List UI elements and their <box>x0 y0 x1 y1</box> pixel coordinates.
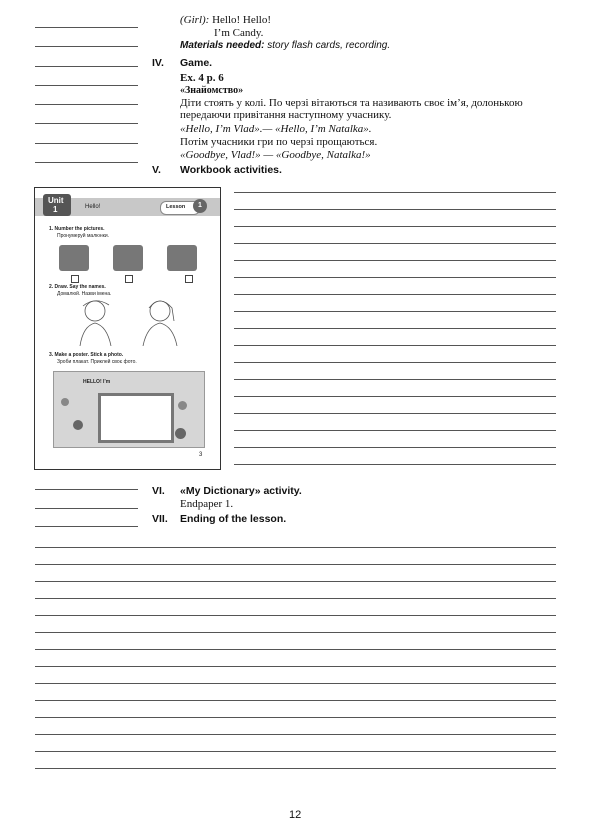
writing-line[interactable] <box>35 649 556 650</box>
task1-en: 1. Number the pictures. <box>49 226 105 232</box>
section-number-v: V. <box>152 164 161 176</box>
children-sketch <box>75 296 195 346</box>
margin-note-line[interactable] <box>35 526 138 527</box>
poster-text: HELLO! I’m <box>83 379 111 385</box>
section-title-workbook: Workbook activities. <box>180 164 282 176</box>
writing-line[interactable] <box>234 226 556 227</box>
materials-line <box>180 40 390 52</box>
picture-1 <box>59 245 89 271</box>
number-box-1[interactable] <box>71 275 79 283</box>
task3-en: 3. Make a poster. Stick a photo. <box>49 352 124 358</box>
writing-line[interactable] <box>234 430 556 431</box>
task3-ua: Зроби плакат. Приклей своє фото. <box>57 359 137 365</box>
workbook-title: Hello! <box>85 204 101 210</box>
writing-line[interactable] <box>234 328 556 329</box>
workbook-page-image <box>34 187 221 470</box>
writing-line[interactable] <box>234 396 556 397</box>
task2-ua: Домалюй. Назви імена. <box>57 291 112 297</box>
game-desc-3: Потім учасники гри по черзі прощаються. <box>180 136 378 148</box>
writing-line[interactable] <box>234 260 556 261</box>
section-title-ending: Ending of the lesson. <box>180 513 287 525</box>
section-title-game: Game. <box>180 57 213 69</box>
game-desc-1: Діти стоять у колі. По черзі вітаються та називають своє ім’я, долонькою <box>180 97 523 109</box>
writing-line[interactable] <box>35 598 556 599</box>
margin-note-line[interactable] <box>35 85 138 86</box>
game-example-1: «Hello, I’m Vlad».— «Hello, I’m Natalka». <box>180 123 372 135</box>
writing-line[interactable] <box>234 447 556 448</box>
game-example-2: «Goodbye, Vlad!» — «Goodbye, Natalka!» <box>180 149 371 161</box>
exercise-ref: Ex. 4 p. 6 <box>180 72 224 84</box>
writing-line[interactable] <box>234 209 556 210</box>
writing-line[interactable] <box>234 413 556 414</box>
writing-line[interactable] <box>35 700 556 701</box>
writing-line[interactable] <box>35 615 556 616</box>
task1-ua: Пронумеруй малюнки. <box>57 233 110 239</box>
writing-line[interactable] <box>35 768 556 769</box>
picture-2 <box>113 245 143 271</box>
section-number-vi: VI. <box>152 485 165 497</box>
game-name: «Знайомство» <box>180 85 244 96</box>
writing-line[interactable] <box>35 666 556 667</box>
photo-frame <box>98 393 174 443</box>
section-title-dictionary: «My Dictionary» activity. <box>180 485 302 497</box>
poster-dot <box>178 401 187 410</box>
margin-note-line[interactable] <box>35 123 138 124</box>
task2-en: 2. Draw. Say the names. <box>49 284 106 290</box>
unit-label: Unit <box>48 196 64 205</box>
page-number: 12 <box>289 809 302 821</box>
writing-line[interactable] <box>234 294 556 295</box>
poster-dot <box>175 428 186 439</box>
writing-line[interactable] <box>35 564 556 565</box>
writing-line[interactable] <box>234 362 556 363</box>
lesson-label: Lesson <box>166 204 186 210</box>
margin-note-line[interactable] <box>35 27 138 28</box>
writing-line[interactable] <box>35 581 556 582</box>
dialogue-line <box>180 14 271 26</box>
picture-3 <box>167 245 197 271</box>
number-box-3[interactable] <box>185 275 193 283</box>
writing-line[interactable] <box>35 734 556 735</box>
materials-label: Materials needed: <box>180 40 265 51</box>
margin-note-line[interactable] <box>35 162 138 163</box>
writing-line[interactable] <box>35 547 556 548</box>
poster-dot <box>61 398 69 406</box>
writing-line[interactable] <box>35 632 556 633</box>
margin-note-line[interactable] <box>35 143 138 144</box>
girl-line-2: I’m Candy. <box>214 27 264 39</box>
dictionary-text: Endpaper 1. <box>180 498 234 510</box>
writing-line[interactable] <box>234 192 556 193</box>
margin-note-line[interactable] <box>35 66 138 67</box>
margin-note-line[interactable] <box>35 508 138 509</box>
margin-note-line[interactable] <box>35 489 138 490</box>
writing-line[interactable] <box>35 751 556 752</box>
section-number-vii: VII. <box>152 513 168 525</box>
writing-line[interactable] <box>35 683 556 684</box>
number-box-2[interactable] <box>125 275 133 283</box>
section-number-iv: IV. <box>152 57 164 69</box>
game-desc-2: передаючи привітання наступному учаснику. <box>180 109 392 121</box>
writing-line[interactable] <box>234 277 556 278</box>
margin-note-line[interactable] <box>35 46 138 47</box>
lesson-number: 1 <box>198 202 202 209</box>
girl-line-1: Hello! Hello! <box>212 14 272 26</box>
writing-line[interactable] <box>234 379 556 380</box>
writing-line[interactable] <box>234 345 556 346</box>
writing-line[interactable] <box>35 717 556 718</box>
margin-note-line[interactable] <box>35 104 138 105</box>
writing-line[interactable] <box>234 243 556 244</box>
girl-label: (Girl): <box>180 14 210 26</box>
writing-line[interactable] <box>234 311 556 312</box>
unit-number: 1 <box>53 205 58 214</box>
writing-line[interactable] <box>234 464 556 465</box>
poster-dot <box>73 420 83 430</box>
workbook-page-number: 3 <box>199 452 203 458</box>
materials-value: story flash cards, recording. <box>267 40 391 51</box>
